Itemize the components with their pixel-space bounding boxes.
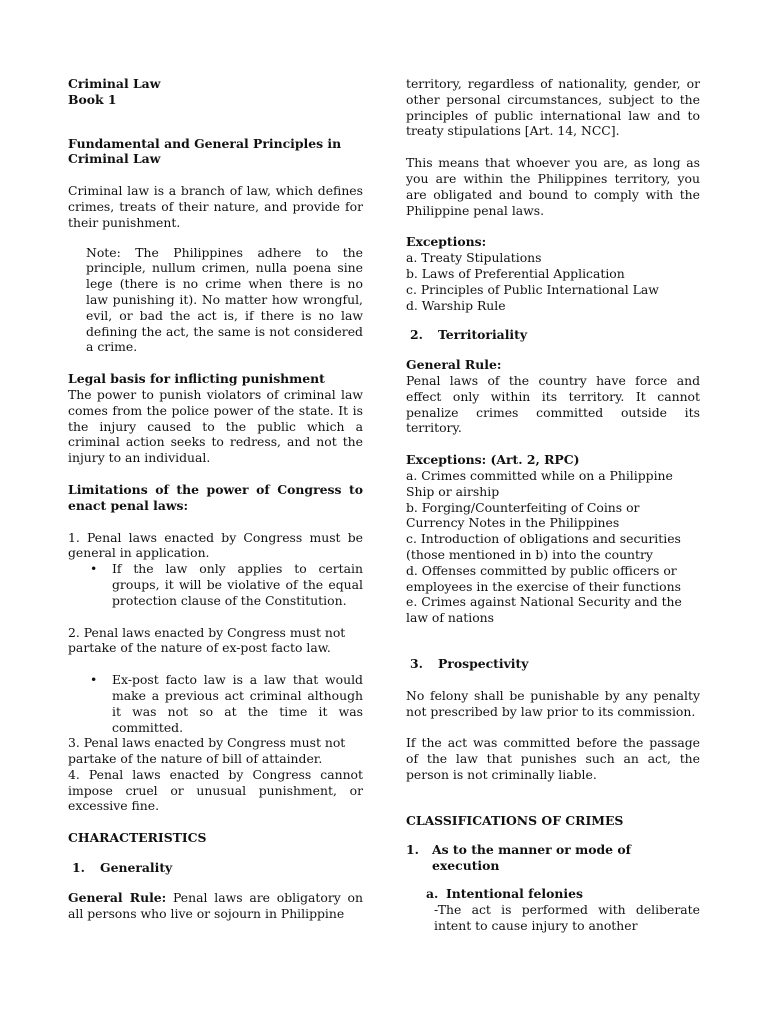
limitation-1-bullet — [68, 561, 363, 608]
exception-item: b. Laws of Preferential Application — [406, 265, 625, 281]
characteristics-heading: CHARACTERISTICS — [68, 830, 207, 846]
bullet-icon: • — [90, 561, 98, 577]
manner-number: 1. — [406, 842, 419, 858]
general-rule-text: Penal laws are obligatory on all persons who live or sojourn in Philippine — [68, 889, 363, 921]
right-column — [406, 76, 700, 933]
felony-paragraph: No felony shall be punishable by any penalty not prescribed by law prior to its commission. — [406, 687, 700, 719]
limitation-2: 2. Penal laws enacted by Congress must not partake of the nature of ex-post facto law. — [68, 624, 346, 656]
legal-basis-paragraph: The power to punish violators of criminal law comes from the police power of the state. It is the injury caused to the public which a criminal action seeks to redress, and not the injury to an individual. — [68, 386, 363, 466]
intentional-label: Intentional felonies — [446, 886, 583, 902]
intentional-letter: a. — [426, 886, 439, 902]
bullet-text: If the law only applies to certain groups, it will be violative of the equal protection clause of the Constitution. — [112, 561, 363, 608]
exceptions-2-list — [406, 468, 700, 626]
exceptions-2-heading: Exceptions: (Art. 2, RPC) — [406, 452, 580, 468]
section-heading: Fundamental and General Principles in Criminal Law — [68, 135, 342, 167]
limitation-3: 3. Penal laws enacted by Congress must not partake of the nature of bill of attainder. — [68, 735, 346, 767]
general-rule-heading: General Rule: — [406, 357, 502, 373]
passage-paragraph: If the act was committed before the passage of the law that punishes such an act, the person is not criminally liable. — [406, 735, 700, 782]
manner-heading — [406, 842, 700, 874]
territoriality-rule-paragraph: Penal laws of the country have force and effect only within its territory. It cannot penalize crimes committed outside its territory. — [406, 372, 700, 436]
limitation-1: 1. Penal laws enacted by Congress must be general in application. — [68, 529, 363, 561]
legal-basis-heading: Legal basis for inflicting punishment — [68, 371, 325, 387]
document-title: Criminal Law — [68, 76, 161, 91]
intentional-paragraph: -The act is performed with deliberate intent to cause injury to another — [434, 901, 700, 933]
document-subtitle: Book 1 — [68, 91, 117, 107]
limitation-2-bullet — [68, 672, 363, 735]
generality-label: Generality — [100, 860, 173, 876]
exceptions-list — [406, 250, 700, 313]
manner-label: As to the manner or mode of execution — [432, 842, 631, 874]
generality-heading — [68, 860, 363, 876]
exception-item: a. Crimes committed while on a Philippine Ship or airship — [406, 467, 673, 499]
exception-item: e. Crimes against National Security and the law of nations — [406, 594, 682, 626]
prospectivity-label: Prospectivity — [438, 655, 529, 671]
limitation-4: 4. Penal laws enacted by Congress cannot impose cruel or unusual punishment, or excessive fine. — [68, 766, 363, 814]
intro-paragraph: Criminal law is a branch of law, which defines crimes, treats of their nature, and provide for their punishment. — [68, 183, 363, 230]
continuation-paragraph: territory, regardless of nationality, gender, or other personal circumstances, subject to the principles of public international law and to treaty stipulations [Art. 14, NCC]. — [406, 76, 700, 139]
exception-item: a. Treaty Stipulations — [406, 250, 542, 266]
exception-item: d. Warship Rule — [406, 297, 506, 313]
exception-item: d. Offenses committed by public officers or employees in the exercise of their functions — [406, 562, 681, 594]
territoriality-number: 2. — [410, 327, 423, 343]
general-rule-label: General Rule: — [68, 889, 167, 905]
bullet-icon: • — [90, 672, 98, 688]
exceptions-heading: Exceptions: — [406, 234, 487, 250]
prospectivity-number: 3. — [410, 655, 423, 671]
exception-item: c. Principles of Public International Law — [406, 281, 659, 297]
territoriality-heading — [406, 327, 700, 343]
exception-item: b. Forging/Counterfeiting of Coins or Currency Notes in the Philippines — [406, 499, 640, 531]
exception-item: c. Introduction of obligations and securities (those mentioned in b) into the country — [406, 531, 681, 562]
note-paragraph: Note: The Philippines adhere to the principle, nullum crimen, nulla poena sine lege (there is no crime when there is no law punishing it). No matter how wrongful, evil, or bad the act is, if there is no law defining the act, the same is not considered a crime. — [86, 244, 363, 355]
limitations-heading: Limitations of the power of Congress to enact penal laws: — [68, 481, 363, 513]
general-rule-paragraph — [68, 890, 363, 922]
generality-number: 1. — [72, 860, 85, 876]
prospectivity-heading — [406, 656, 700, 672]
left-column — [68, 76, 363, 921]
bullet-text: Ex-post facto law is a law that would make a previous act criminal although it was not so at the time it was committed. — [112, 672, 363, 735]
means-paragraph: This means that whoever you are, as long as you are within the Philippines territory, you are obligated and bound to comply with the Philippine penal laws. — [406, 155, 700, 218]
territoriality-label: Territoriality — [438, 327, 528, 343]
classifications-heading: CLASSIFICATIONS OF CRIMES — [406, 812, 624, 828]
intentional-heading — [406, 886, 700, 902]
